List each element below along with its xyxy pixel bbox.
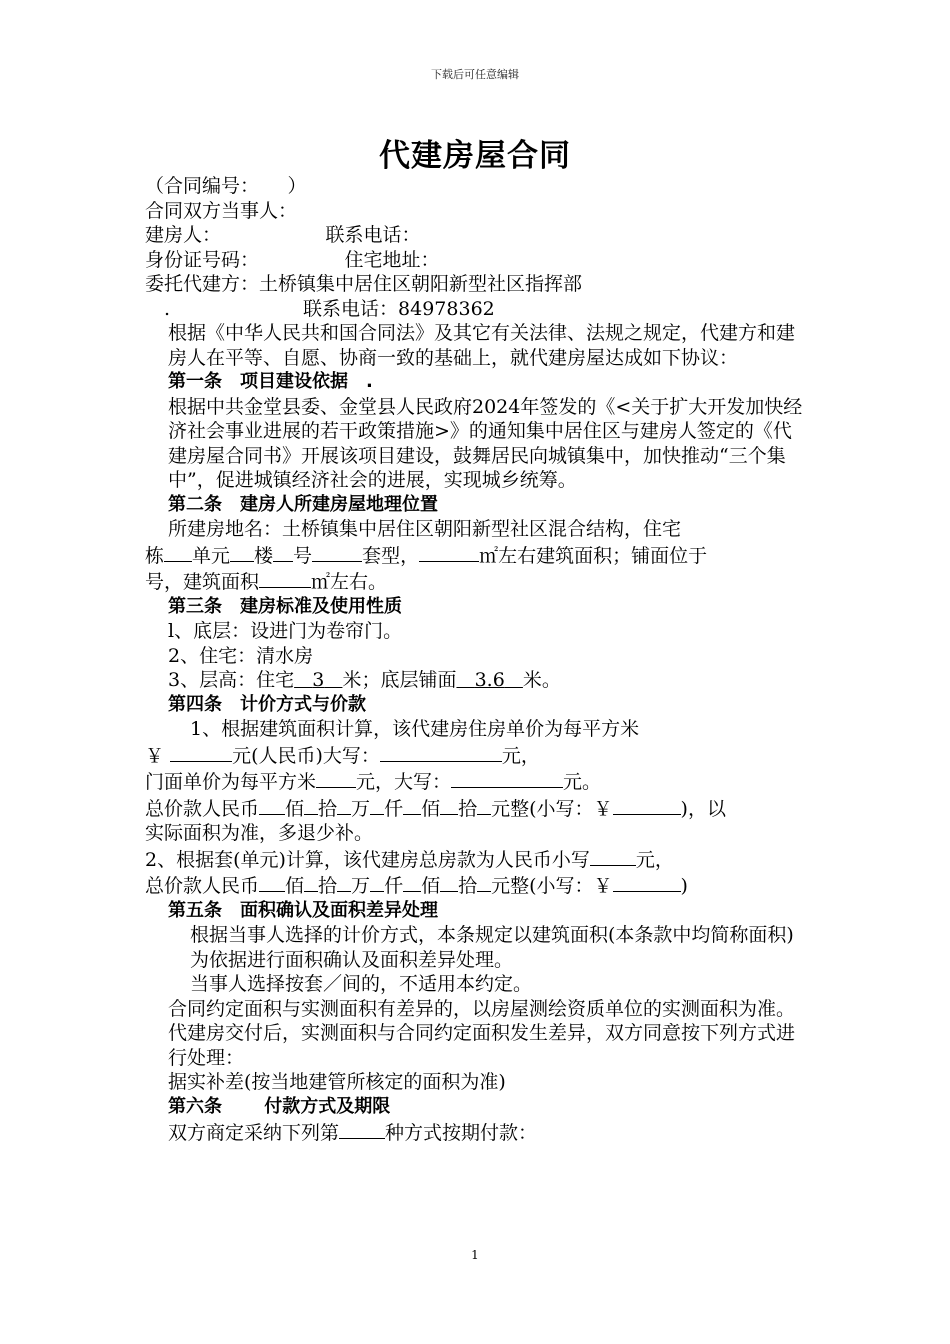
blank-field (259, 872, 285, 892)
text-segment: 拾 (318, 875, 338, 897)
text-segment: 栋 (145, 544, 165, 567)
id-number-line: 身份证号码： 住宅地址： (145, 248, 440, 271)
builder-line: 建房人： 联系电话： (145, 224, 421, 246)
article-5-paragraph-2: 当事人选择按套／间的，不适用本约定。 (190, 973, 533, 995)
blank-field (164, 542, 192, 562)
article-4-line-5: 实际面积为准，多退少补。 (145, 822, 374, 844)
text-segment: 号 (293, 544, 313, 567)
text-segment: 2、根据套(单元)计算，该代建房总房款为人民币小写 (145, 848, 590, 871)
blank-field (477, 872, 491, 892)
text-segment: 仟 (384, 875, 404, 897)
text-segment: 米；底层铺面 (342, 669, 457, 691)
blank-field (339, 1119, 385, 1139)
text-segment: 元， (501, 744, 540, 767)
article-5-paragraph-5: 据实补差(按当地建管所核定的面积为准) (168, 1071, 506, 1093)
article-4-line-6 (145, 846, 810, 873)
text-segment: 元。 (563, 771, 602, 793)
text-segment: 总价款人民币 (145, 875, 260, 897)
text-segment: 单元 (192, 544, 231, 567)
blank-field (403, 795, 421, 815)
text-segment: 元，大写： (356, 771, 452, 793)
blank-field (380, 742, 502, 762)
text-segment: ￥ (145, 744, 165, 767)
agent-line: 委托代建方：土桥镇集中居住区朝阳新型社区指挥部 (145, 273, 583, 295)
blank-field (419, 542, 479, 562)
article-5-paragraph-3: 合同约定面积与实测面积有差异的，以房屋测绘资质单位的实测面积为准。 (168, 997, 796, 1020)
text-segment: 佰 (421, 875, 441, 897)
blank-field (590, 846, 636, 866)
article-4-line-4 (145, 795, 810, 822)
text-segment: 3、层高：住宅 (168, 669, 295, 691)
blank-field (304, 795, 318, 815)
text-segment: 套型， (362, 544, 420, 567)
article-2-line-2 (145, 542, 810, 569)
article-4-line-7 (145, 872, 810, 899)
parties-line: 合同双方当事人： (145, 199, 298, 222)
blank-field (170, 742, 232, 762)
text-segment: 佰 (421, 797, 441, 820)
article-6-line-1 (145, 1119, 810, 1146)
text-segment: 元整(小写：￥ (491, 875, 613, 897)
text-segment: 元(人民币)大写： (232, 744, 380, 767)
text-segment: 佰 (285, 875, 305, 897)
article-6-title: 第六条 付款方式及期限 (168, 1095, 391, 1117)
blank-field (403, 872, 421, 892)
text-segment: 号，建筑面积 (145, 571, 260, 593)
blank-field (273, 542, 293, 562)
underlined-value (456, 669, 522, 691)
text-segment: 仟 (384, 797, 404, 820)
contract-title: 代建房屋合同 (379, 138, 571, 174)
contract-body (145, 174, 810, 1146)
text-segment: 总价款人民币 (145, 797, 260, 820)
contract-number-line: （合同编号： ） (145, 175, 307, 197)
article-2-line-3 (145, 568, 810, 595)
blank-field (316, 768, 356, 788)
blank-field (370, 872, 384, 892)
text-segment: ㎡左右。 (311, 571, 388, 593)
page-number: 1 (471, 1248, 479, 1262)
article-4-title: 第四条 计价方式与价款 (168, 693, 366, 715)
blank-field (613, 795, 681, 815)
text-segment: 万 (351, 875, 371, 897)
intro-paragraph: 根据《中华人民共和国合同法》及其它有关法律、法规之规定，代建方和建房人在平等、自愿、协商一致的基础上，就代建房屋达成如下协议： (168, 322, 796, 369)
text-segment: ㎡左右建筑面积；铺面位于 (479, 544, 708, 567)
blank-field (230, 542, 254, 562)
blank-field (370, 795, 384, 815)
text-segment: 元整(小写：￥ (491, 797, 613, 820)
article-3-line-2: 2、住宅：清水房 (168, 644, 314, 667)
blank-field (312, 542, 362, 562)
shop-height-value: 3.6 (474, 669, 505, 691)
text-segment: 拾 (458, 875, 478, 897)
article-1-title: 第一条 项目建设依据 . (168, 371, 373, 392)
blank-field (440, 872, 458, 892)
article-3-line-3 (145, 668, 810, 693)
blank-field (337, 872, 351, 892)
blank-field (259, 795, 285, 815)
article-2-title: 第二条 建房人所建房屋地理位置 (168, 493, 438, 515)
text-segment: )，以 (680, 797, 726, 820)
text-segment: 拾 (458, 797, 478, 820)
article-2-line-1: 所建房地名：土桥镇集中居住区朝阳新型社区混合结构，住宅 (168, 518, 682, 540)
blank-field (337, 795, 351, 815)
article-5-paragraph-1: 根据当事人选择的计价方式，本条规定以建筑面积(本条款中均简称面积)为依据进行面积确认及面积差异处理。 (190, 924, 794, 971)
agent-phone-line: . 联系电话：84978362 (145, 297, 495, 320)
blank-field (613, 872, 681, 892)
text-segment: 佰 (285, 797, 305, 820)
text-segment: 双方商定采纳下列第 (168, 1122, 340, 1144)
floor-height-value: 3 (312, 669, 325, 691)
article-4-line-1: 1、根据建筑面积计算，该代建房住房单价为每平方米 (190, 718, 640, 740)
article-1-body: 根据中共金堂县委、金堂县人民政府2024年签发的《<关于扩大开发加快经济社会事业进展的若干政策措施>》的通知集中居住区与建房人签定的《代建房屋合同书》开展该项目建设，鼓舞居民向城镇集中，加快推动“三个集中”，促进城镇经济社会的进展，实现城乡统筹。 (168, 395, 803, 491)
text-segment: 门面单价为每平方米 (145, 771, 317, 793)
article-3-line-1: l、底层：设进门为卷帘门。 (168, 620, 403, 642)
article-4-line-2 (145, 742, 810, 769)
text-segment: 万 (351, 797, 371, 820)
text-segment: 米。 (522, 669, 561, 691)
article-4-line-3 (145, 768, 810, 795)
article-5-title: 第五条 面积确认及面积差异处理 (168, 899, 438, 921)
blank-field (451, 768, 563, 788)
blank-field (304, 872, 318, 892)
article-3-title: 第三条 建房标准及使用性质 (168, 595, 402, 617)
text-segment: 楼 (254, 544, 274, 567)
blank-field (477, 795, 491, 815)
article-5-paragraph-4: 代建房交付后，实测面积与合同约定面积发生差异，双方同意按下列方式进行处理： (168, 1022, 796, 1069)
blank-field (440, 795, 458, 815)
text-segment: 种方式按期付款： (385, 1122, 538, 1144)
page-header: 下载后可任意编辑 (431, 68, 519, 81)
text-segment: 拾 (318, 797, 338, 820)
underlined-value (294, 669, 342, 691)
blank-field (259, 568, 311, 588)
text-segment: 元， (635, 848, 674, 871)
text-segment: ) (680, 875, 688, 897)
